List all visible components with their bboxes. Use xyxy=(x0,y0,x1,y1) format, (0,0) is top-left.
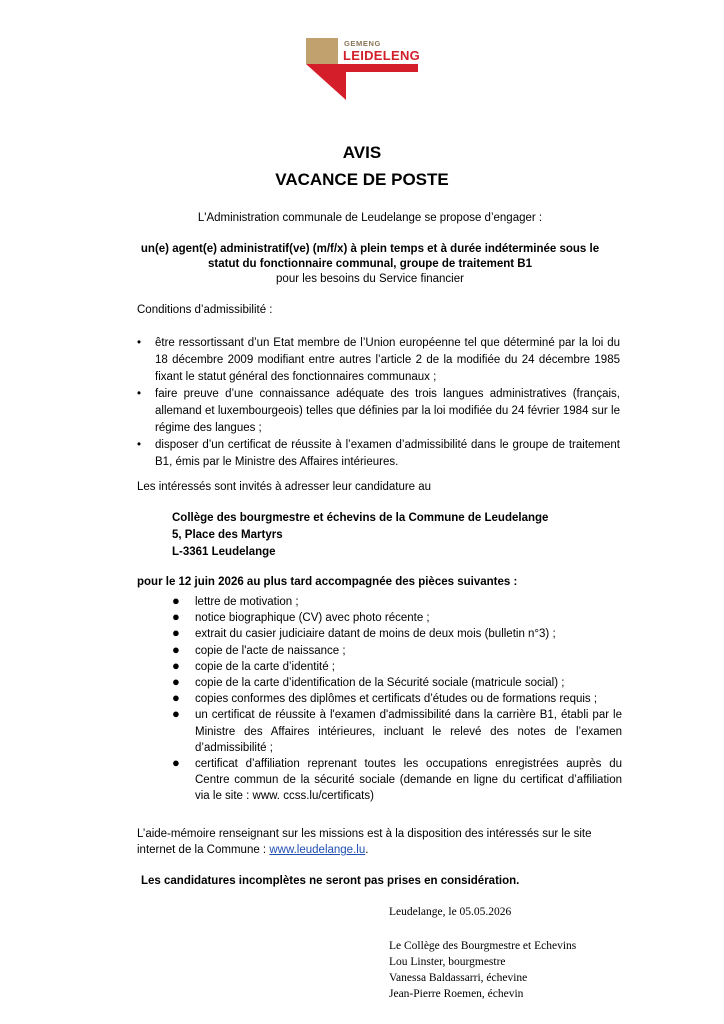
document-text: copie de l'acte de naissance ; xyxy=(195,644,346,657)
condition-item xyxy=(137,386,620,437)
address-line-3: L-3361 Leudelange xyxy=(172,546,276,558)
document-item xyxy=(172,675,622,691)
condition-text: être ressortissant d’un Etat membre de l’Union européenne tel que déterminé par la loi du 18 décembre 2009 modifiant entre autres l’article 2 de la modifiée du 24 décembre 1985 fixant le statut général des fonctionnaires communaux ; xyxy=(155,337,620,383)
bullet-icon: ● xyxy=(172,706,180,722)
document-text: un certificat de réussite à l'examen d'admissibilité dans la carrière B1, établi par le Ministre des Affaires intérieures, incluant le relevé des notes de l’examen d’admissibilité ; xyxy=(195,709,622,754)
incomplete-notice: Les candidatures incomplètes ne seront pas prises en considération. xyxy=(141,875,520,887)
document-item xyxy=(172,659,622,675)
document-item xyxy=(172,691,622,707)
signatory-college: Le Collège des Bourgmestre et Echevins xyxy=(389,940,577,952)
bullet-icon: ● xyxy=(172,625,180,641)
bullet-icon: ● xyxy=(172,657,180,673)
condition-item xyxy=(137,335,620,386)
document-text: certificat d’affiliation reprenant toutes les occupations enregistrées auprès du Centre commun de la sécurité sociale (demande en ligne du certificat d’affiliation via le site : www. ccss.lu/certificats) xyxy=(195,758,622,803)
bullet-icon: ● xyxy=(172,690,180,706)
document-item xyxy=(172,594,622,610)
document-text: lettre de motivation ; xyxy=(195,596,299,608)
bullet-icon: ● xyxy=(172,755,180,771)
document-text: copies conformes des diplômes et certificats d’études ou de formations requis ; xyxy=(195,693,598,706)
document-text: copie de la carte d’identification de la Sécurité sociale (matricule social) ; xyxy=(195,677,565,690)
document-item xyxy=(172,756,622,805)
document-item xyxy=(172,610,622,626)
website-link[interactable]: www.leudelange.lu xyxy=(269,844,366,856)
memo-line-1: L’aide-mémoire renseignant sur les missions est à la disposition des intéressés sur le site xyxy=(137,828,592,840)
signatory-mayor: Lou Linster, bourgmestre xyxy=(389,956,506,968)
conditions-heading: Conditions d’admissibilité : xyxy=(137,304,273,316)
bullet-icon: • xyxy=(137,337,142,349)
logo-text-leideleng: LEIDELENG xyxy=(343,48,421,63)
bullet-icon: ● xyxy=(172,609,180,625)
document-item xyxy=(172,626,622,642)
signatory-alderman-1: Vanessa Baldassarri, échevine xyxy=(389,972,528,984)
documents-list xyxy=(172,594,622,805)
notice-subtitle: VACANCE DE POSTE xyxy=(275,170,449,189)
intro-text: L'Administration communale de Leudelange se propose d’engager : xyxy=(197,212,543,224)
condition-text: disposer d’un certificat de réussite à l’examen d’admissibilité dans le groupe de traitement B1, émis par le Ministre des Affaires intérieures. xyxy=(155,439,620,468)
bullet-icon: ● xyxy=(172,593,180,608)
bullet-icon: ● xyxy=(172,674,180,690)
condition-item xyxy=(137,437,620,471)
bullet-icon: ● xyxy=(172,641,180,657)
memo-suffix: . xyxy=(365,844,369,856)
memo-prefix: internet de la Commune : xyxy=(137,844,270,856)
address-line-2: 5, Place des Martyrs xyxy=(172,529,283,541)
memo-line-2 xyxy=(137,842,622,859)
bullet-icon: • xyxy=(137,439,142,451)
position-line-2: statut du fonctionnaire communal, groupe de traitement B1 xyxy=(208,258,532,270)
invite-text: Les intéressés sont invités à adresser leur candidature au xyxy=(137,481,432,493)
bullet-icon: • xyxy=(137,388,142,400)
deadline-text: pour le 12 juin 2026 au plus tard accompagnée des pièces suivantes : xyxy=(137,576,518,588)
logo-text-gemeng: GEMENG xyxy=(344,39,381,48)
document-text: extrait du casier judiciaire datant de moins de deux mois (bulletin n°3) ; xyxy=(195,628,556,641)
place-date: Leudelange, le 05.05.2026 xyxy=(389,906,512,918)
document-item xyxy=(172,707,622,756)
notice-title: AVIS xyxy=(342,143,382,162)
document-text: notice biographique (CV) avec photo récente ; xyxy=(195,612,430,625)
document-item xyxy=(172,643,622,659)
position-line-1: un(e) agent(e) administratif(ve) (m/f/x) à plein temps et à durée indéterminée sous le xyxy=(140,243,600,255)
signatory-alderman-2: Jean-Pierre Roemen, échevin xyxy=(389,988,524,1000)
condition-text: faire preuve d’une connaissance adéquate des trois langues administratives (français, allemand et luxembourgeois) telles que définies par la loi modifiée du 24 février 1984 sur le régime des langues ; xyxy=(155,388,620,434)
conditions-list xyxy=(137,335,620,471)
document-text: copie de la carte d’identité ; xyxy=(195,660,336,673)
address-line-1: Collège des bourgmestre et échevins de la Commune de Leudelange xyxy=(172,512,549,524)
position-line-3: pour les besoins du Service financier xyxy=(276,273,464,285)
